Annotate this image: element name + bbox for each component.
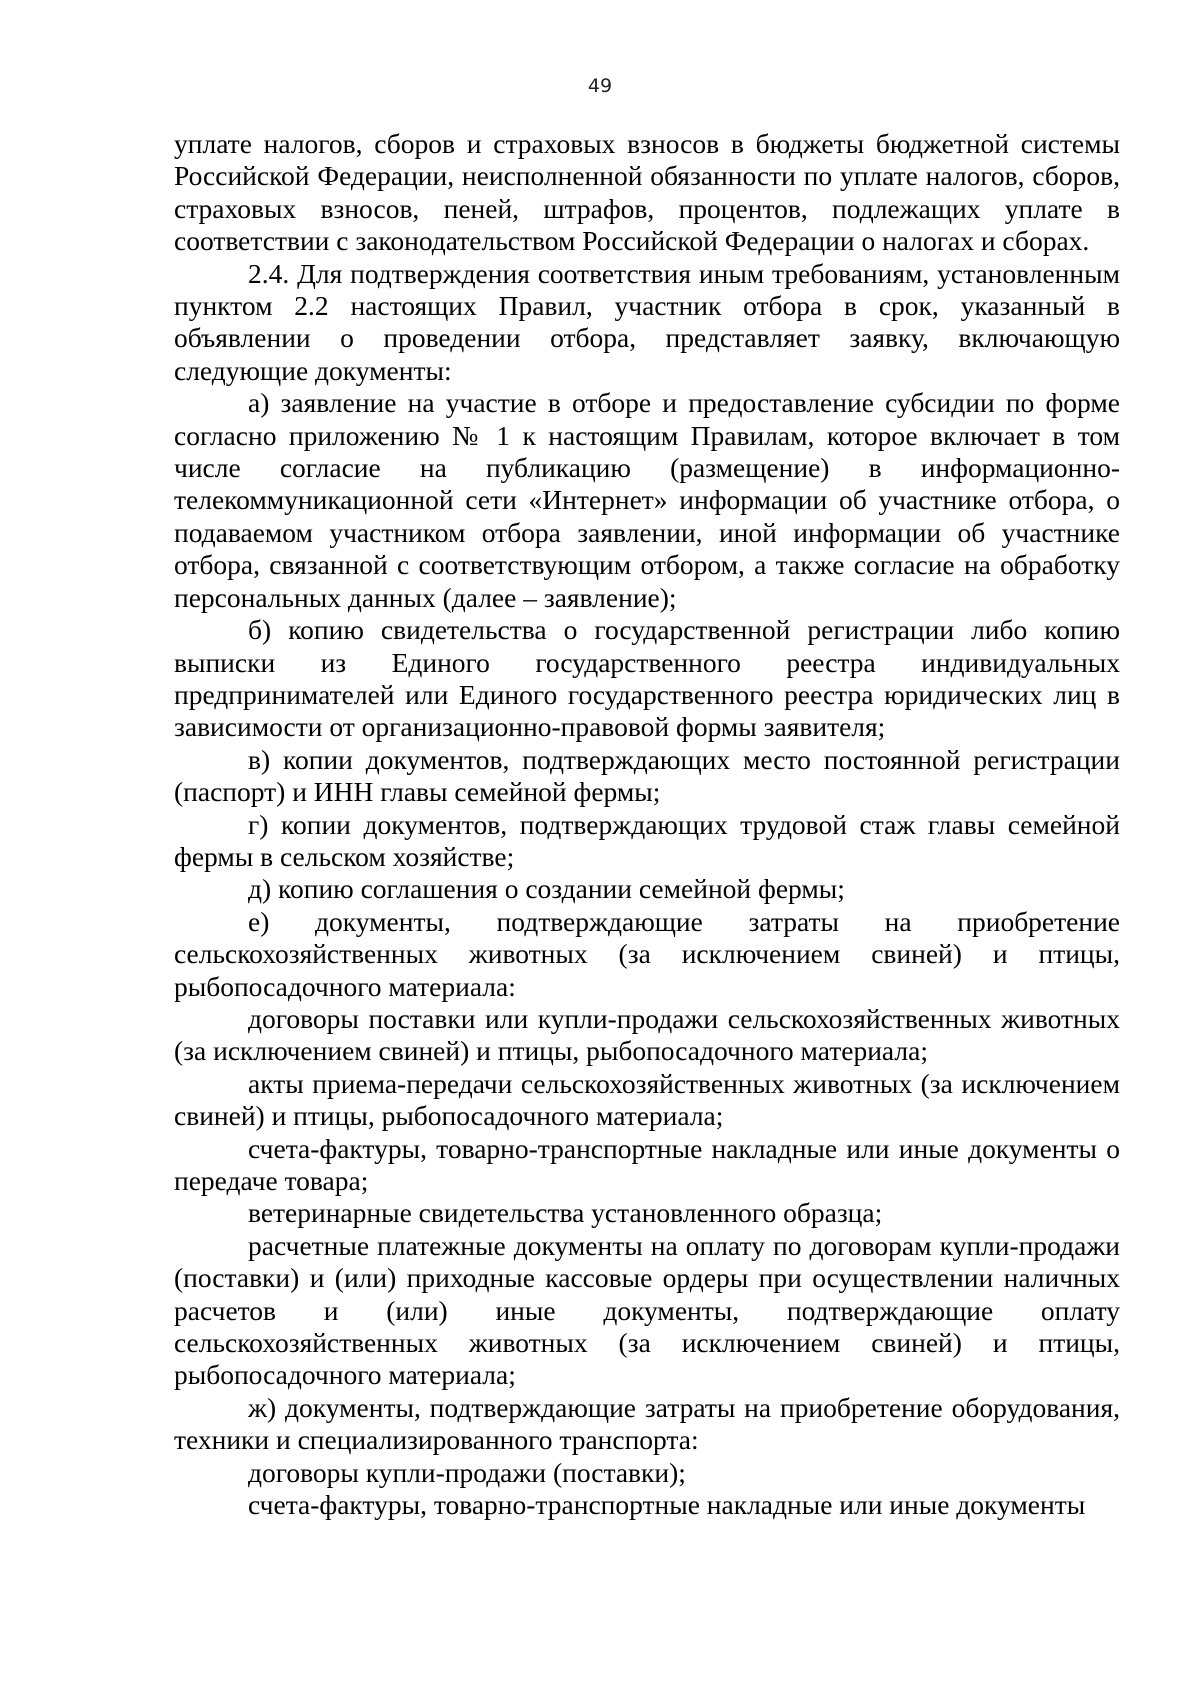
list-item-d-farm-agreement: д) копию соглашения о создании семейной фермы; (248, 873, 845, 905)
paragraph-clause-2-4: 2.4. Для подтверждения соответствия иным требованиям, установленным пунктом 2.2 настоящих Правил, участник отбора в срок, указанный в объявлении о проведении отбора, представляет заявку, включающую следующие документы: (174, 257, 1120, 386)
sub-item-veterinary-certificates: ветеринарные свидетельства установленного образца; (248, 1197, 883, 1229)
list-item-v-passport-inn: в) копии документов, подтверждающих место постоянной регистрации (паспорт) и ИНН главы семейной фермы; (174, 743, 1120, 808)
document-body (174, 128, 1120, 1521)
paragraph-tax-debt-continuation: уплате налогов, сборов и страховых взносов в бюджеты бюджетной системы Российской Федерации, неисполненной обязанности по уплате налогов, сборов, страховых взносов, пеней, штрафов, процентов, подлежащих уплате в соответствии с законодательством Российской Федерации о налогах и сборах. (174, 128, 1120, 257)
list-item-e-animal-costs: е) документы, подтверждающие затраты на приобретение сельскохозяйственных животных (за исключением свиней) и птицы, рыбопосадочного материала: (174, 905, 1120, 1002)
sub-item-purchase-contracts: договоры купли-продажи (поставки); (248, 1456, 686, 1488)
list-item-a-application: а) заявление на участие в отборе и предоставление субсидии по форме согласно приложению № 1 к настоящим Правилам, которое включает в том числе согласие на публикацию (размещение) в информационно-телекоммуникационной сети «Интернет» информации об участнике отбора, о подаваемом участником отбора заявлении, иной информации об участнике отбора, связанной с соответствующим отбором, а также согласие на обработку персональных данных (далее – заявление); (174, 387, 1120, 613)
page-number: 49 (587, 75, 613, 97)
sub-item-supply-contracts: договоры поставки или купли-продажи сельскохозяйственных животных (за исключением свиней) и птицы, рыбопосадочного материала; (174, 1002, 1120, 1067)
list-item-g-work-experience: г) копии документов, подтверждающих трудовой стаж главы семейной фермы в сельском хозяйстве; (174, 808, 1120, 872)
list-item-b-registration-copy: б) копию свидетельства о государственной регистрации либо копию выписки из Единого государственного реестра индивидуальных предпринимателей или Единого государственного реестра юридических лиц в зависимости от организационно-правовой формы заявителя; (174, 614, 1120, 743)
sub-item-invoices: счета-фактуры, товарно-транспортные накладные или иные документы о передаче товара; (174, 1132, 1120, 1196)
sub-item-transfer-acts: акты приема-передачи сельскохозяйственных животных (за исключением свиней) и птицы, рыбопосадочного материала; (174, 1067, 1120, 1132)
sub-item-payment-documents: расчетные платежные документы на оплату по договорам купли-продажи (поставки) и (или) приходные кассовые ордеры при осуществлении наличных расчетов и (или) иные документы, подтверждающие оплату сельскохозяйственных животных (за исключением свиней) и птицы, рыбопосадочного материала; (174, 1229, 1120, 1391)
sub-item-invoices-equipment: счета-фактуры, товарно-транспортные накладные или иные документы (248, 1489, 1086, 1521)
list-item-zh-equipment-costs: ж) документы, подтверждающие затраты на приобретение оборудования, техники и специализированного транспорта: (174, 1391, 1120, 1456)
